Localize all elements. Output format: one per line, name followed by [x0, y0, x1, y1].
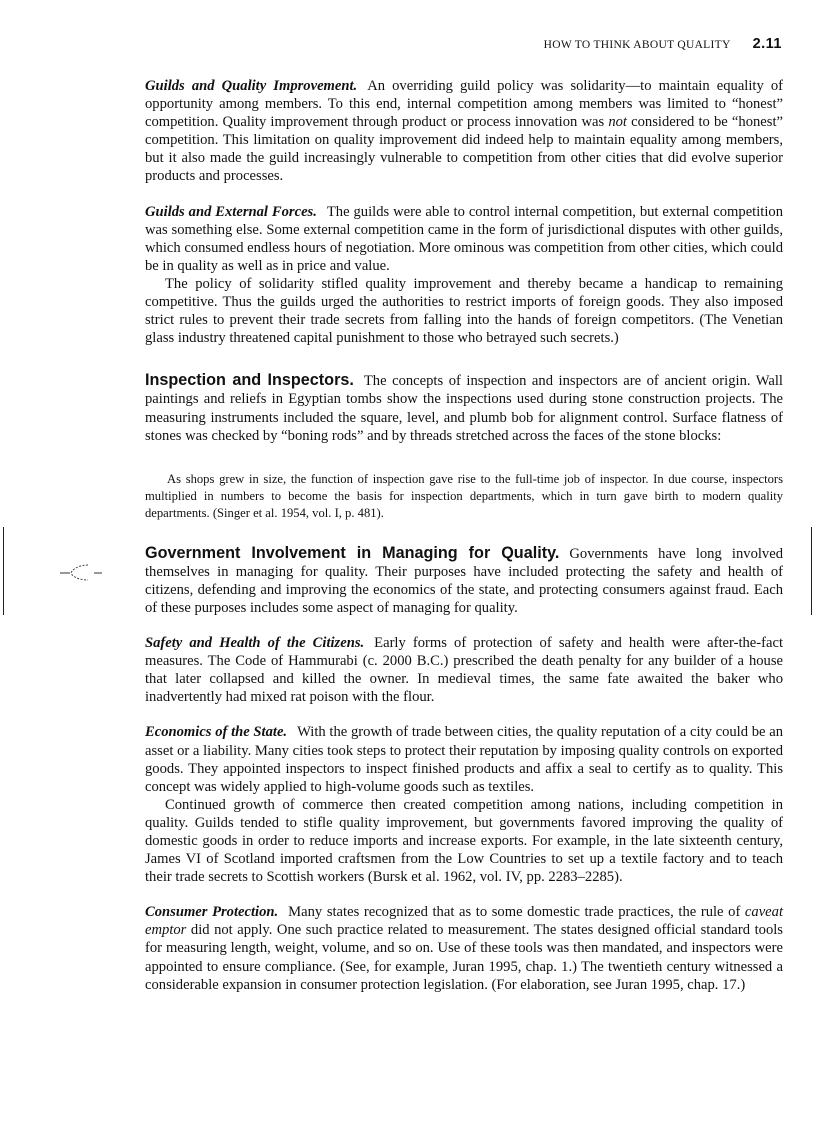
- paragraph-text: The concepts of inspection and inspectors are of ancient origin. Wall paintings and reliefs in Egyptian tombs show the inspections used during stone construction projects. The measuring instruments included the square, level, and plumb bob for alignment control. Surface flatness of stones was checked by “boning rods” and by threads stretched across the faces of the stone blocks:: [145, 373, 783, 444]
- change-bar-left: [3, 527, 4, 615]
- section-heading: Inspection and Inspectors.: [145, 371, 354, 390]
- run-in-heading: Safety and Health of the Citizens.: [145, 635, 365, 652]
- emphasis-text: not: [608, 114, 627, 131]
- paragraph-text: An overriding guild policy was solidarity—to maintain equality of opportunity among members. To this end, internal competition among members was limited to “honest” competition. Quality improvement through product or process innovation was: [145, 78, 783, 131]
- paragraph-text: Governments have long involved themselves in managing for quality. Their purposes have included protecting the safety and health of citizens, defending and improving the economics of the state, and protecting consumers against fraud. Each of these purposes includes some aspect of managing for quality.: [145, 545, 783, 616]
- paragraph-safety: [145, 634, 783, 706]
- paragraph-government: [145, 544, 783, 617]
- emphasis-text: caveat emptor: [145, 904, 784, 939]
- paragraph-solidarity: The policy of solidarity stifled quality improvement and thereby became a handicap to remaining competitive. Thus the guilds urged the authorities to restrict imports of foreign goods. They also imposed strict rules to prevent their trade secrets from falling into the hands of foreign competitors. (The Venetian glass industry threatened capital punishment to those who betrayed such secrets.): [145, 275, 783, 347]
- page-body: [145, 77, 783, 994]
- page-number: 2.11: [752, 36, 782, 52]
- paragraph-guilds-external: [145, 203, 783, 275]
- paragraph-text: With the growth of trade between cities, the quality reputation of a city could be an asset or a liability. Many cities took steps to protect their reputation by imposing quality controls on exported goods. They appointed inspectors to inspect finished products and affix a seal to certify as to quality. This concept was widely applied to high-volume goods such as textiles.: [145, 724, 783, 795]
- paragraph-guilds-quality: [145, 77, 783, 186]
- paragraph-inspection: [145, 371, 783, 444]
- run-in-heading: Economics of the State.: [145, 724, 288, 741]
- paragraph-text: did not apply. One such practice related to measurement. The states designed official standard tools for measuring length, weight, volume, and so on. Use of these tools was then mandated, and inspectors were appointed to ensure compliance. (See, for example, Juran 1995, chap. 1.) The twentieth century witnessed a considerable expansion in consumer protection legislation. (For elaboration, see Juran 1995, chap. 17.): [145, 922, 783, 993]
- running-title: HOW TO THINK ABOUT QUALITY: [543, 39, 731, 51]
- change-bar-right: [811, 527, 812, 615]
- paragraph-economics: [145, 723, 783, 795]
- paragraph-text: The guilds were able to control internal competition, but external competition was something else. Some external competition came in the form of jurisdictional disputes with other guilds, which consumed endless hours of negotiation. More ominous was competition from other cities, which could be in quality as well as in price and value.: [145, 203, 783, 274]
- section-heading: Government Involvement in Managing for Quality.: [145, 543, 560, 562]
- block-quote: As shops grew in size, the function of inspection gave rise to the full-time job of inspector. In due course, inspectors multiplied in numbers to become the basis for inspection departments, which in turn gave birth to modern quality departments. (Singer et al. 1954, vol. I, p. 481).: [145, 471, 783, 520]
- running-head: [544, 36, 782, 52]
- paragraph-consumer: [145, 903, 783, 993]
- paragraph-text: Many states recognized that as to some domestic trade practices, the rule of: [288, 904, 745, 921]
- paragraph-text: Early forms of protection of safety and health were after-the-fact measures. The Code of Hammurabi (c. 2000 B.C.) prescribed the death penalty for any builder of a house that later collapsed and killed the owner. In medieval times, the same fate awaited the baker who inadvertently had mixed rat poison with the flour.: [145, 635, 784, 706]
- run-in-heading: Consumer Protection.: [145, 904, 279, 921]
- run-in-heading: Guilds and External Forces.: [145, 203, 317, 220]
- paragraph-commerce: Continued growth of commerce then created competition among nations, including competition in quality. Guilds tended to stifle quality improvement, but governments favored improving the quality of domestic goods in order to reduce imports and increase exports. For example, in the late sixteenth century, James VI of Scotland imported craftsmen from the Low Countries to set up a textile factory and to teach their trade secrets to Scottish workers (Bursk et al. 1962, vol. IV, pp. 2283–2285).: [145, 796, 783, 886]
- paragraph-text: considered to be “honest” competition. This limitation on quality improvement did indeed help to maintain equality among members, but it also made the guild increasingly vulnerable to competition from other cities that did evolve superior products and processes.: [145, 114, 783, 185]
- margin-edit-mark-icon: [58, 562, 104, 582]
- run-in-heading: Guilds and Quality Improvement.: [145, 78, 358, 94]
